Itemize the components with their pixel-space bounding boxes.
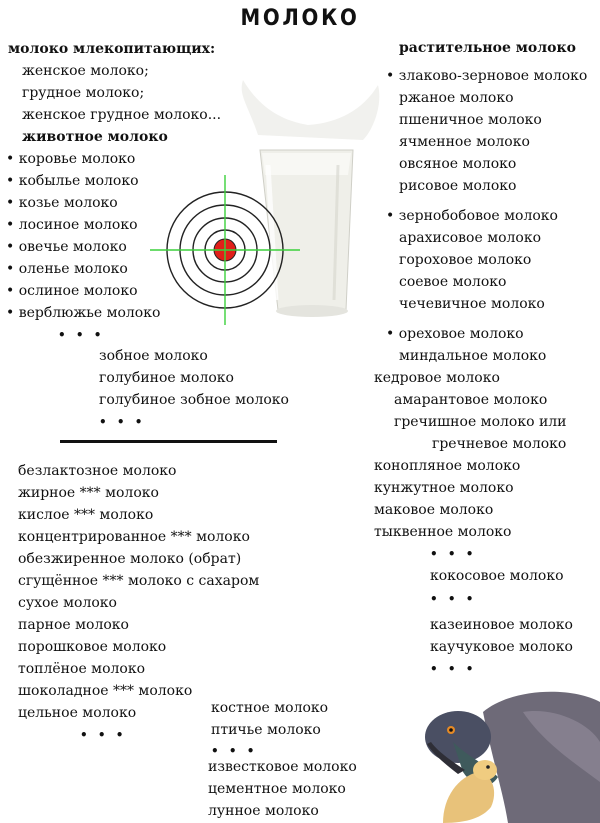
- list-item: женское молоко;: [22, 63, 149, 79]
- list-item: ячменное молоко: [399, 134, 530, 150]
- list-item: соевое молоко: [399, 274, 507, 290]
- list-item: • козье молоко: [6, 192, 118, 214]
- list-item: • зернобобовое молоко: [386, 205, 558, 227]
- list-item: голубиное молоко: [99, 370, 234, 386]
- list-item: цементное молоко: [208, 781, 346, 797]
- list-item: зобное молоко: [99, 348, 208, 364]
- list-item: сгущённое *** молоко с сахаром: [18, 573, 260, 589]
- list-item: овсяное молоко: [399, 156, 517, 172]
- list-item: • коровье молоко: [6, 148, 135, 170]
- list-item: сухое молоко: [18, 595, 117, 611]
- list-item: кедровое молоко: [374, 370, 500, 386]
- list-item: порошковое молоко: [18, 639, 167, 655]
- list-item: женское грудное молоко...: [22, 107, 222, 123]
- ellipsis-dots: • • •: [80, 728, 127, 742]
- list-item: гречневое молоко: [432, 436, 567, 452]
- list-item: концентрированное *** молоко: [18, 529, 250, 545]
- list-item: безлактозное молоко: [18, 463, 177, 479]
- list-item: тыквенное молоко: [374, 524, 512, 540]
- list-item: амарантовое молоко: [394, 392, 548, 408]
- list-item: гороховое молоко: [399, 252, 532, 268]
- list-item: • ореховое молоко: [386, 323, 524, 345]
- list-item: лунное молоко: [208, 803, 319, 819]
- page-title: МОЛОКО: [240, 6, 360, 31]
- list-item: пшеничное молоко: [399, 112, 542, 128]
- ellipsis-dots: • • •: [99, 415, 146, 429]
- list-item: казеиновое молоко: [430, 617, 573, 633]
- pigeon-image: [413, 682, 600, 823]
- list-item: цельное молоко: [18, 705, 137, 721]
- ellipsis-dots: • • •: [211, 744, 258, 758]
- list-item: рисовое молоко: [399, 178, 517, 194]
- heading-mammal-milk: молоко млекопитающих:: [8, 41, 216, 57]
- list-item: жирное *** молоко: [18, 485, 159, 501]
- list-item: • злаково-зерновое молоко: [386, 65, 587, 87]
- ellipsis-dots: • • •: [58, 328, 105, 342]
- list-item: гречишное молоко или: [394, 414, 567, 430]
- list-item: • лосиное молоко: [6, 214, 138, 236]
- list-item: голубиное зобное молоко: [99, 392, 289, 408]
- heading-plant-milk: растительное молоко: [399, 40, 576, 56]
- list-item: кунжутное молоко: [374, 480, 514, 496]
- ellipsis-dots: • • •: [430, 547, 477, 561]
- list-item: чечевичное молоко: [399, 296, 545, 312]
- ellipsis-dots: • • •: [430, 592, 477, 606]
- list-item: • верблюжье молоко: [6, 302, 160, 324]
- list-item: известковое молоко: [208, 759, 357, 775]
- list-item: конопляное молоко: [374, 458, 521, 474]
- list-item: арахисовое молоко: [399, 230, 542, 246]
- list-item: топлёное молоко: [18, 661, 145, 677]
- list-item: маковое молоко: [374, 502, 494, 518]
- heading-animal-milk: животное молоко: [22, 129, 168, 145]
- divider: [60, 440, 277, 443]
- list-item: шоколадное *** молоко: [18, 683, 193, 699]
- list-item: • оленье молоко: [6, 258, 128, 280]
- list-item: • кобылье молоко: [6, 170, 139, 192]
- list-item: парное молоко: [18, 617, 129, 633]
- list-item: • овечье молоко: [6, 236, 127, 258]
- list-item: • ослиное молоко: [6, 280, 138, 302]
- list-item: каучуковое молоко: [430, 639, 573, 655]
- list-item: грудное молоко;: [22, 85, 145, 101]
- list-item: кислое *** молоко: [18, 507, 154, 523]
- list-item: обезжиренное молоко (обрат): [18, 551, 242, 567]
- list-item: миндальное молоко: [399, 348, 547, 364]
- list-item: ржаное молоко: [399, 90, 514, 106]
- target-icon: [150, 175, 300, 325]
- list-item: кокосовое молоко: [430, 568, 564, 584]
- list-item: костное молоко: [211, 700, 329, 716]
- ellipsis-dots: • • •: [430, 662, 477, 676]
- list-item: птичье молоко: [211, 722, 321, 738]
